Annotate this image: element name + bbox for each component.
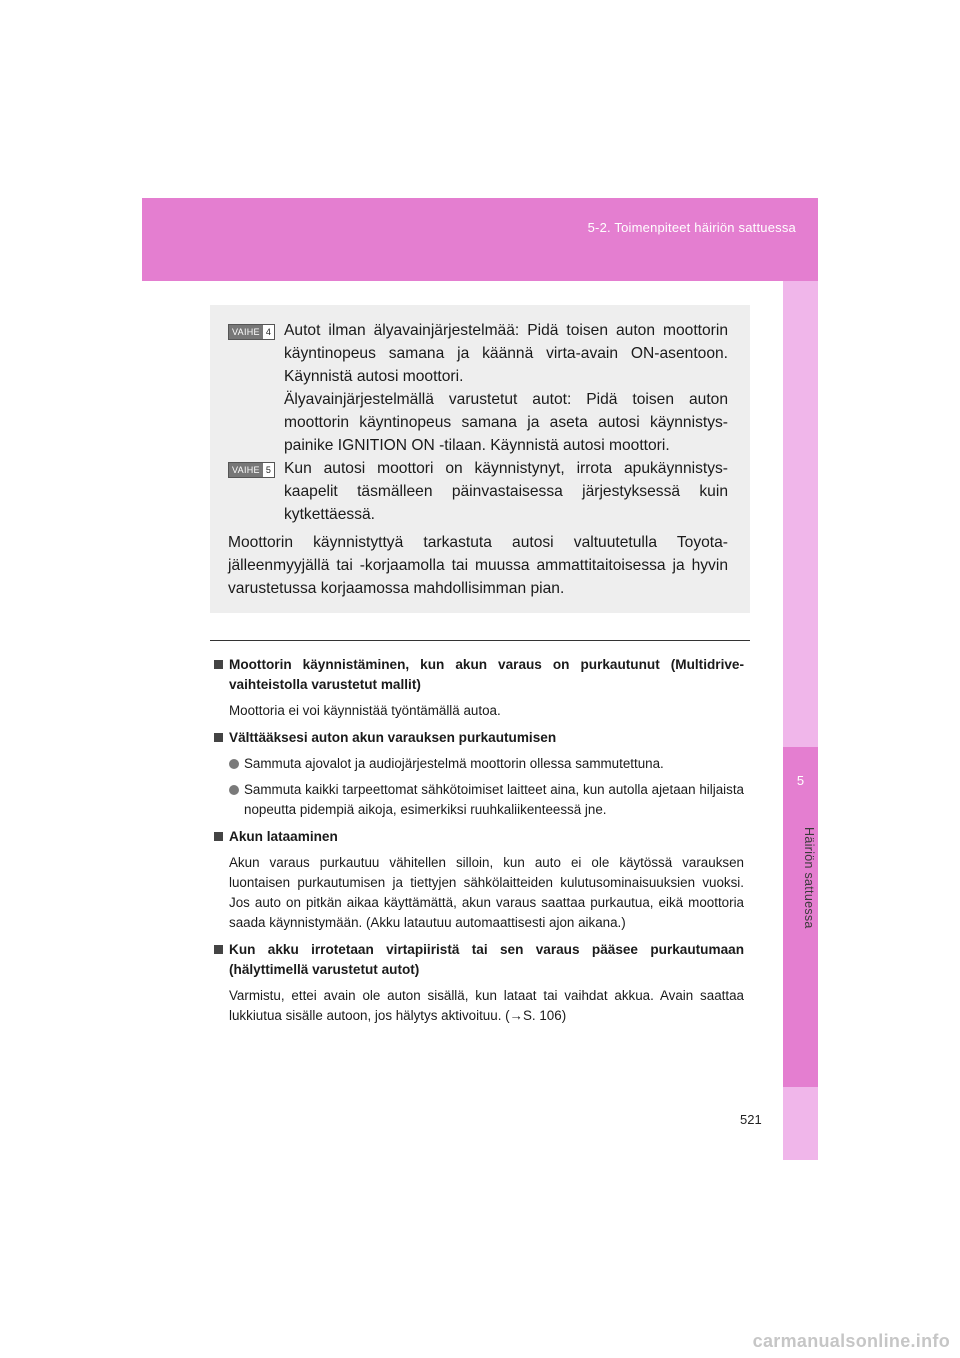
step-text: Autot ilman älyavainjärjestelmää: Pidä toisen auton moottorin käyntinopeus samana ja käännä virta-avain ON-asentoon. Käynnistä autosi moottori. [284, 322, 728, 385]
step-text-secondary: Älyavainjärjestelmällä varustetut autot: Pidä toisen auton moottorin käyntinopeus samana ja aseta autosi käynnistys-painike IGNITION ON -tilaan. Käynnistä autosi moottori. [284, 391, 728, 454]
step-badge-number: 5 [263, 463, 274, 477]
note-body: Moottoria ei voi käynnistää työntämällä autoa. [229, 703, 501, 718]
step-badge-word: VAIHE [229, 325, 263, 339]
bullet-text: Sammuta ajovalot ja audiojärjestelmä moottorin ollessa sammutettuna. [244, 756, 664, 771]
note-body: Akun varaus purkautuu vähitellen silloin, kun auto ei ole käytössä varauksen luontaisen purkautumisen ja tiettyjen sähkölaitteiden kulutusominaisuuksien vuoksi. Jos auto on pitkän aikaa käyttämättä, akun varaus saattaa purkautua, eikä moottoria saada käynnistymään. (Akku latautuu automaattisesti ajon aikana.) [229, 855, 744, 930]
chapter-side-tab [783, 281, 818, 1160]
step-badge-number: 4 [263, 325, 274, 339]
step-5 [228, 457, 728, 526]
watermark: carmanualsonline.info [578, 1328, 950, 1354]
circle-bullet-icon [229, 759, 239, 769]
note-title [214, 827, 744, 847]
note-title [214, 728, 744, 748]
step-badge [228, 324, 275, 340]
header-band [142, 198, 818, 281]
bullet-text: Sammuta kaikki tarpeettomat sähkötoimiset laitteet aina, kun autolla ajetaan hiljaista nopeutta pidempiä aikoja, esimerkiksi ruuhkaliikenteessä jne. [244, 782, 744, 817]
note-title-text: Kun akku irrotetaan virtapiiristä tai sen varaus pääsee purkautumaan (hälyttimellä varustetut autot) [229, 942, 744, 977]
square-bullet-icon [214, 832, 223, 841]
step-4 [228, 319, 728, 457]
chapter-label: Häiriön sattuessa [802, 827, 816, 929]
square-bullet-icon [214, 945, 223, 954]
note-title-text: Välttääksesi auton akun varauksen purkautumisen [229, 730, 557, 745]
note-body: Varmistu, ettei avain ole auton sisällä, kun lataat tai vaihdat akkua. Avain saattaa lukkiutua sisälle autoon, jos hälytys aktivoituu. (→S. 106) [229, 988, 744, 1023]
box-paragraph: Moottorin käynnistyttyä tarkastuta autosi valtuutetulla Toyota-jälleenmyyjällä tai -korjaamolla tai muussa ammattitaitoisessa ja hyvin varustetussa korjaamossa mahdollisimman pian. [228, 534, 728, 597]
section-title: 5-2. Toimenpiteet häiriön sattuessa [587, 220, 796, 235]
note-title-text: Moottorin käynnistäminen, kun akun varaus on purkautunut (Multidrive-vaihteistolla varustetut mallit) [229, 657, 744, 692]
page-number: 521 [740, 1112, 762, 1127]
bullet-item [214, 780, 744, 820]
steps-box [210, 305, 750, 613]
bullet-item [214, 754, 744, 774]
step-text: Kun autosi moottori on käynnistynyt, irrota apukäynnistys-kaapelit täsmälleen päinvastaisessa järjestyksessä kuin kytkettäessä. [284, 460, 728, 523]
square-bullet-icon [214, 660, 223, 669]
note-title [214, 655, 744, 695]
note-title-text: Akun lataaminen [229, 829, 338, 844]
square-bullet-icon [214, 733, 223, 742]
notes-section [214, 655, 744, 1026]
step-badge [228, 462, 275, 478]
circle-bullet-icon [229, 785, 239, 795]
section-divider [210, 640, 750, 641]
chapter-number: 5 [796, 773, 805, 788]
note-title [214, 940, 744, 980]
step-badge-word: VAIHE [229, 463, 263, 477]
